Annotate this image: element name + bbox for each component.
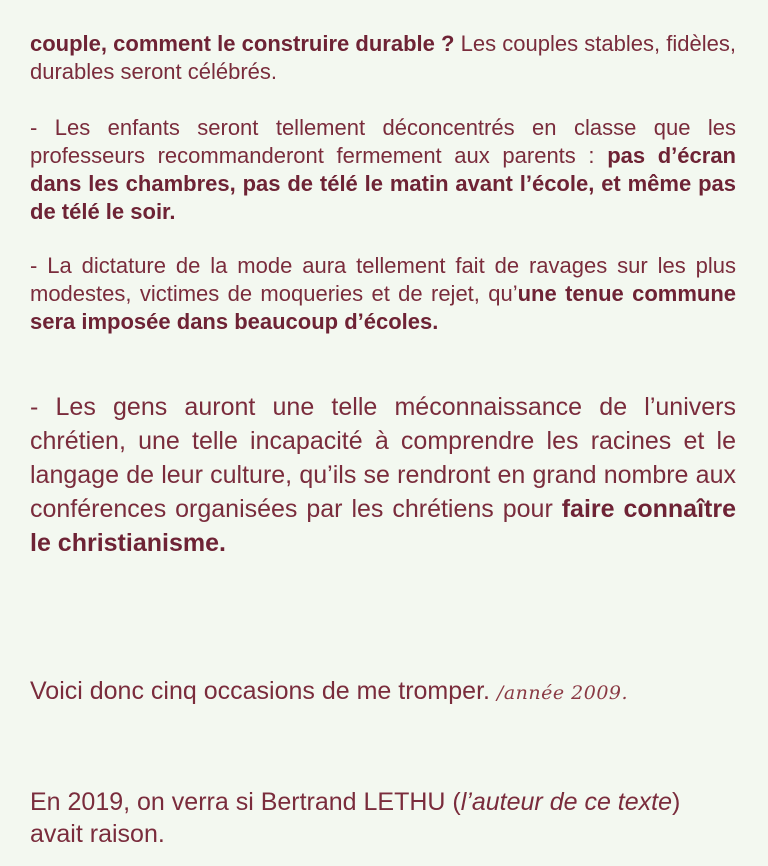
paragraph-text: - La dictature de la mode aura tellement fait de ravages sur les plus modestes, victimes de moqueries et de rejet, qu’ bbox=[30, 253, 736, 306]
bold-phrase: une tenue commune sera imposée dans beaucoup d’écoles. bbox=[30, 281, 736, 334]
closing-line bbox=[30, 675, 628, 709]
paragraph-text: - Les gens auront une telle méconnaissance de l’univers chrétien, une telle incapacité à comprendre les racines et le langage de leur culture, qu’ils se rendront en grand nombre aux conférences organisées par les chrétiens pour bbox=[30, 393, 736, 523]
closing-text: Voici donc cinq occasions de me tromper. bbox=[30, 677, 490, 705]
bold-phrase: faire connaître le christianisme. bbox=[30, 495, 736, 557]
bold-phrase: pas d’écran dans les chambres, pas de télé le matin avant l’école, et même pas de télé le soir. bbox=[30, 143, 736, 224]
paragraph-mode bbox=[30, 252, 736, 336]
footer-italic: l’auteur de ce texte bbox=[460, 788, 672, 816]
paragraph-enfants bbox=[30, 114, 736, 226]
paragraph-text: - Les enfants seront tellement déconcentrés en classe que les professeurs recommanderont fermement aux parents : bbox=[30, 115, 736, 168]
paragraph-couple bbox=[30, 30, 736, 86]
footer-text-end: ) avait raison. bbox=[30, 788, 681, 848]
footer-text: En 2019, on verra si Bertrand LETHU ( bbox=[30, 788, 461, 816]
handwritten-note: /année 2009. bbox=[496, 682, 629, 704]
bold-phrase: couple, comment le construire durable ? bbox=[30, 31, 455, 56]
footer-paragraph bbox=[30, 786, 736, 850]
paragraph-text: Les couples stables, fidèles, durables seront célébrés. bbox=[30, 31, 737, 84]
paragraph-gens bbox=[30, 390, 736, 560]
